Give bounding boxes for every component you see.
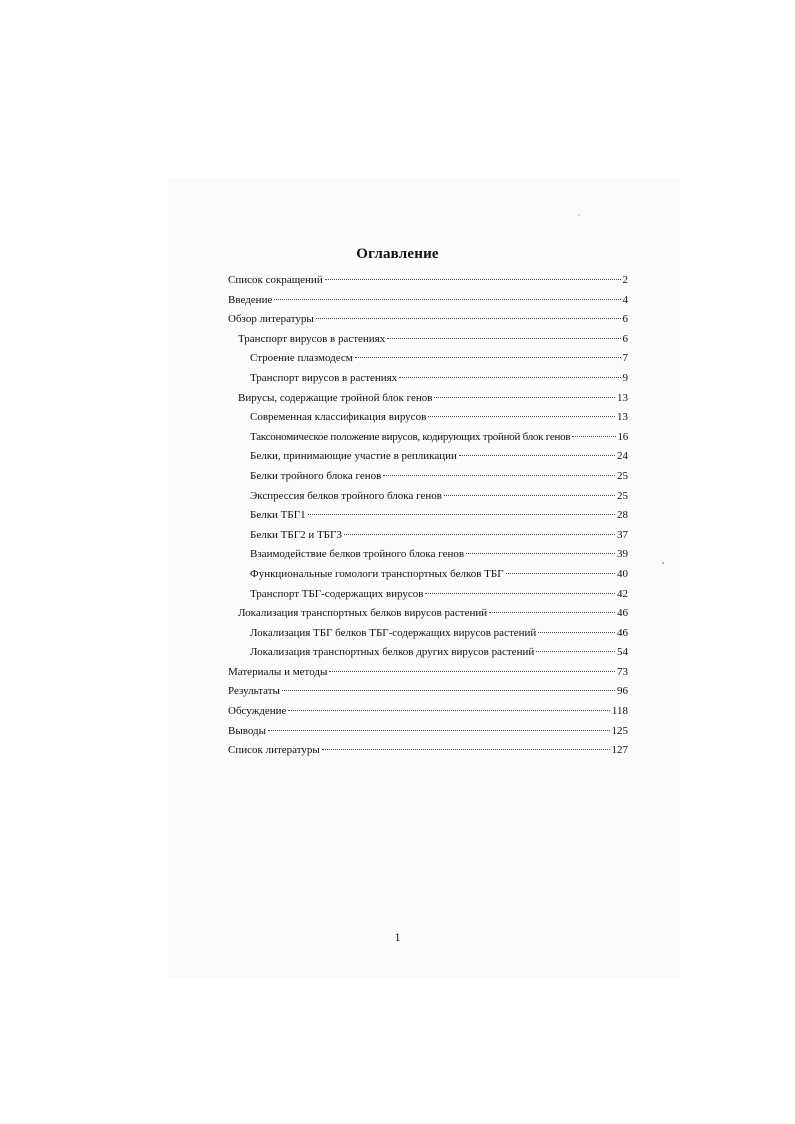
dot-leader: [322, 749, 610, 750]
toc-entry-label: Транспорт ТБГ-содержащих вирусов: [250, 587, 424, 600]
toc-entry-label: Взаимодействие белков тройного блока генов: [250, 548, 465, 561]
dot-leader: [399, 377, 620, 378]
dot-leader: [329, 671, 615, 672]
toc-entry-label: Материалы и методы: [228, 665, 328, 678]
toc-entry[interactable]: [228, 585, 628, 605]
toc-entry[interactable]: [228, 682, 628, 702]
toc-entry-label: Введение: [228, 293, 273, 306]
toc-entry[interactable]: [228, 741, 628, 761]
toc-entry-page: 13: [617, 411, 628, 424]
toc-entry-page: 54: [617, 646, 628, 659]
toc-entry-page: 4: [622, 293, 628, 306]
toc-entry[interactable]: [228, 702, 628, 722]
toc-entry-label: Функциональные гомологи транспортных белков ТБГ: [250, 567, 504, 580]
scan-speck: [578, 214, 580, 216]
toc-entry-label: Строение плазмодесм: [250, 352, 353, 365]
toc-entry-label: Результаты: [228, 685, 280, 698]
toc-entry-page: 125: [611, 724, 628, 737]
toc-entry-label: Белки ТБГ2 и ТБГ3: [250, 528, 342, 541]
toc-entry[interactable]: [228, 663, 628, 683]
dot-leader: [274, 299, 620, 300]
toc-entry-page: 25: [617, 489, 628, 502]
toc-entry-page: 46: [617, 626, 628, 639]
dot-leader: [444, 495, 615, 496]
toc-entry[interactable]: [228, 369, 628, 389]
dot-leader: [489, 612, 615, 613]
toc-entry[interactable]: [228, 271, 628, 291]
dot-leader: [282, 690, 615, 691]
toc-entry[interactable]: [228, 545, 628, 565]
toc-entry-label: Транспорт вирусов в растениях: [250, 371, 398, 384]
toc-entry[interactable]: [228, 330, 628, 350]
dot-leader: [383, 475, 615, 476]
toc-entry-page: 2: [622, 274, 628, 286]
toc-entry-page: 25: [617, 469, 628, 482]
page-title: Оглавление: [356, 246, 439, 262]
dot-leader: [434, 397, 615, 398]
toc-entry-label: Список сокращений: [228, 274, 323, 286]
toc-entry-label: Белки тройного блока генов: [250, 469, 382, 482]
toc-entry-page: 9: [622, 371, 628, 384]
toc-entry[interactable]: [228, 447, 628, 467]
toc-entry[interactable]: [228, 487, 628, 507]
toc-entry-label: Белки ТБГ1: [250, 509, 306, 522]
toc-entry[interactable]: [228, 467, 628, 487]
toc-entry-label: Список литературы: [228, 744, 320, 757]
toc-entry-label: Локализация транспортных белков других вирусов растений: [250, 646, 535, 659]
toc-entry-page: 40: [617, 567, 628, 580]
toc-entry[interactable]: [228, 643, 628, 663]
dot-leader: [538, 632, 615, 633]
toc-entry-page: 6: [622, 313, 628, 326]
toc-entry-page: 39: [617, 548, 628, 561]
toc-entry-page: 13: [617, 391, 628, 404]
toc-entry-label: Современная классификация вирусов: [250, 411, 427, 424]
toc-entry-page: 7: [622, 352, 628, 365]
toc-entry[interactable]: [228, 349, 628, 369]
toc-entry-label: Обсуждение: [228, 705, 287, 718]
dot-leader: [268, 730, 609, 731]
toc-entry-page: 46: [617, 607, 628, 620]
dot-leader: [344, 534, 615, 535]
dot-leader: [536, 651, 615, 652]
dot-leader: [387, 338, 620, 339]
table-of-contents: [228, 271, 628, 761]
toc-entry[interactable]: [228, 310, 628, 330]
toc-entry[interactable]: [228, 526, 628, 546]
dot-leader: [506, 573, 615, 574]
toc-entry[interactable]: [228, 604, 628, 624]
dot-leader: [572, 436, 615, 437]
toc-entry-label: Локализация ТБГ белков ТБГ-содержащих вирусов растений: [250, 626, 537, 639]
toc-entry[interactable]: [228, 408, 628, 428]
toc-entry[interactable]: [228, 624, 628, 644]
dot-leader: [459, 455, 615, 456]
toc-entry-page: 24: [617, 450, 628, 463]
dot-leader: [308, 514, 615, 515]
toc-entry-label: Выводы: [228, 724, 267, 737]
toc-entry-page: 127: [611, 744, 628, 757]
toc-entry-page: 28: [617, 509, 628, 522]
toc-entry-label: Таксономическое положение вирусов, кодирующих тройной блок генов: [250, 430, 571, 443]
toc-entry[interactable]: [228, 506, 628, 526]
dot-leader: [425, 593, 615, 594]
dot-leader: [288, 710, 610, 711]
toc-entry-page: 118: [611, 705, 628, 718]
scan-speck: [662, 562, 664, 564]
dot-leader: [466, 553, 615, 554]
toc-entry[interactable]: [228, 565, 628, 585]
toc-entry-label: Обзор литературы: [228, 313, 314, 326]
toc-entry[interactable]: [228, 389, 628, 409]
toc-entry-page: 96: [617, 685, 628, 698]
dot-leader: [325, 279, 621, 280]
toc-entry-label: Локализация транспортных белков вирусов растений: [238, 607, 488, 620]
toc-entry-label: Экспрессия белков тройного блока генов: [250, 489, 442, 502]
toc-entry[interactable]: [228, 291, 628, 311]
toc-entry-label: Транспорт вирусов в растениях: [238, 332, 386, 345]
toc-entry-page: 42: [617, 587, 628, 600]
toc-entry-label: Вирусы, содержащие тройной блок генов: [238, 391, 433, 404]
page-number: 1: [394, 930, 401, 944]
dot-leader: [355, 357, 621, 358]
toc-entry-page: 73: [617, 665, 628, 678]
toc-entry-page: 16: [617, 430, 628, 443]
toc-entry-page: 6: [622, 332, 628, 345]
dot-leader: [316, 318, 621, 319]
toc-entry-page: 37: [617, 528, 628, 541]
dot-leader: [428, 416, 615, 417]
toc-entry-label: Белки, принимающие участие в репликации: [250, 450, 457, 463]
toc-entry[interactable]: [228, 428, 628, 448]
toc-entry[interactable]: [228, 722, 628, 742]
